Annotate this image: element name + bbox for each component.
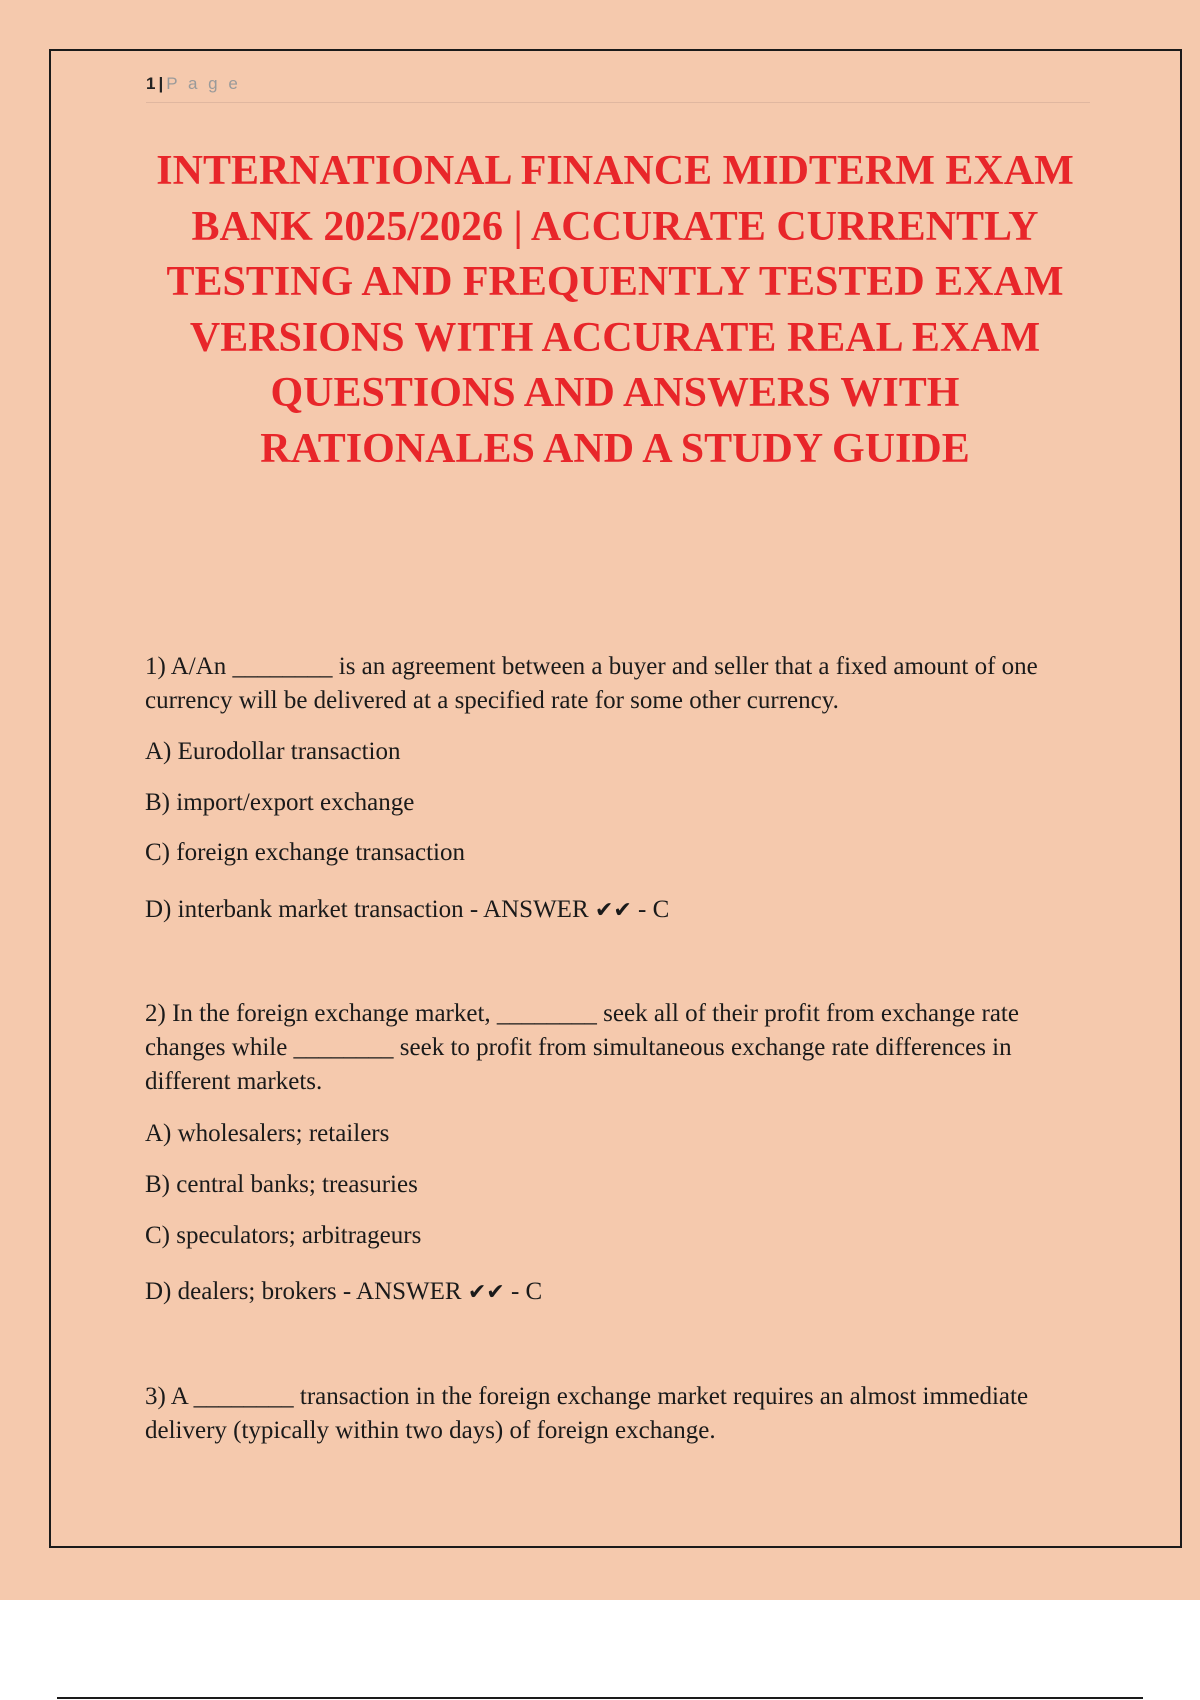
- question-2-option-d: [145, 1275, 1090, 1310]
- question-2-option-b: B) central banks; treasuries: [145, 1171, 418, 1198]
- check-icon: ✔✔: [594, 898, 632, 923]
- question-2-answer: - C: [510, 1278, 543, 1305]
- page-number: 1: [146, 74, 156, 93]
- page-label: P a g e: [166, 74, 241, 93]
- question-2-option-c: C) speculators; arbitrageurs: [145, 1222, 422, 1249]
- question-1-answer: - C: [638, 896, 670, 923]
- page-separator: |: [158, 74, 164, 93]
- question-1-option-d-label: D) interbank market transaction - ANSWER: [145, 896, 595, 923]
- question-1-option-b: B) import/export exchange: [145, 789, 415, 816]
- question-2-option-d-label: D) dealers; brokers - ANSWER: [145, 1278, 468, 1305]
- question-1-option-d: [145, 893, 1090, 928]
- question-2-option-a: A) wholesalers; retailers: [145, 1120, 390, 1147]
- document-title: INTERNATIONAL FINANCE MIDTERM EXAM BANK 2025/2026 | ACCURATE CURRENTLY TESTING AND FREQUENTLY TESTED EXAM VERSIONS WITH ACCURATE REAL EXAM QUESTIONS AND ANSWERS WITH RATIONALES AND A STUDY GUIDE: [156, 148, 1074, 472]
- footer-rule: [57, 1697, 1143, 1699]
- question-1-text: 1) A/An ________ is an agreement between a buyer and seller that a fixed amount of one currency will be delivered at a specified rate for some other currency.: [145, 653, 1038, 714]
- question-3-text: 3) A ________ transaction in the foreign exchange market requires an almost immediate delivery (typically within two days) of foreign exchange.: [145, 1383, 1029, 1444]
- page-header: [146, 74, 1090, 103]
- question-2-text: 2) In the foreign exchange market, ________ seek all of their profit from exchange rate changes while ________ seek to profit from simultaneous exchange rate differences in different markets.: [145, 1000, 1019, 1095]
- question-1-option-c: C) foreign exchange transaction: [145, 839, 466, 866]
- check-icon: ✔✔: [467, 1280, 505, 1305]
- question-1-option-a: A) Eurodollar transaction: [145, 738, 401, 765]
